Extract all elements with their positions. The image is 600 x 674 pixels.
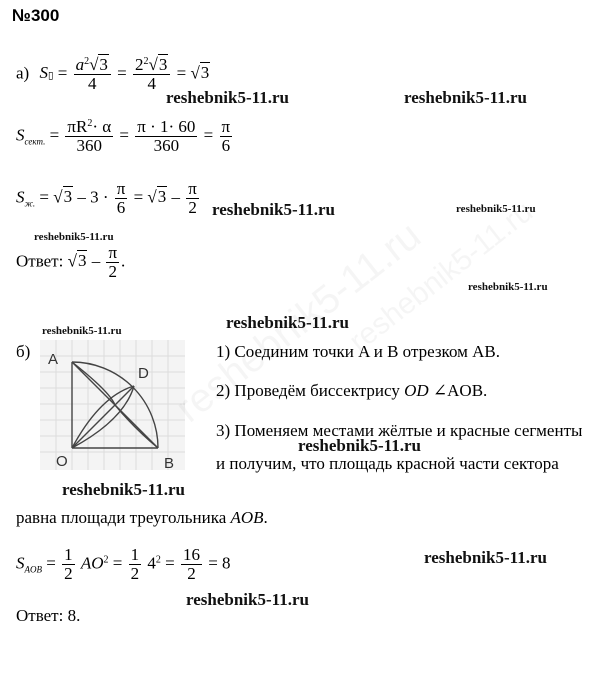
part-b-label: б) <box>16 342 31 361</box>
watermark: reshebnik5-11.ru <box>166 88 289 107</box>
watermark: reshebnik5-11.ru <box>468 281 548 293</box>
step-2: 2) Проведём биссектрису OD ∠AOB. <box>216 381 488 400</box>
watermark: reshebnik5-11.ru <box>42 325 122 337</box>
part-a-label: а) <box>16 63 30 83</box>
sector-figure <box>40 340 185 470</box>
formula-yellow-area: $S_{ж.} = √3 - 3$ · $\frac{\pi}{6}$ = √3 – $\frac{\pi}{2}$ <box>16 179 197 217</box>
step-3-line-3: равна площади треугольника AOB. <box>16 508 268 527</box>
step-3-line-2: и получим, что площадь красной части сектора <box>216 454 559 473</box>
watermark: reshebnik5-11.ru <box>62 480 185 499</box>
formula-sector-area: $S_{сект.}$ = $\frac{\pi R^2\cdot \alpha}{360}$ = $\frac{\pi \cdot 1\cdot 60}{360}$ = $\frac{\pi}{6}$ <box>16 117 231 155</box>
label-D: D <box>138 365 149 382</box>
watermark: reshebnik5-11.ru <box>226 313 349 332</box>
step-3-line-1: 3) Поменяем местами жёлтые и красные сегменты <box>216 421 583 440</box>
step-1: 1) Соединим точки A и B отрезком AB. <box>216 342 501 361</box>
problem-number: №300 <box>12 6 60 25</box>
formula-square-area: а) S▯ = $\frac{a^2√3}{4}$ = $\frac{2^2√3}{4}$ = √3 <box>16 55 210 93</box>
label-B: B <box>164 455 175 470</box>
watermark: reshebnik5-11.ru <box>424 548 547 567</box>
label-O: O <box>56 453 68 470</box>
watermark: reshebnik5-11.ru <box>212 200 335 219</box>
watermark: reshebnik5-11.ru <box>456 203 536 215</box>
formula-triangle-area: $S_{AOB}$ = $\frac{1}{2}$ $AO^2$ = $\frac{1}{2}$ $4^2$ = $\frac{16}{2}$ = 8 <box>16 545 231 583</box>
label-A: A <box>48 351 59 368</box>
watermark: reshebnik5-11.ru <box>404 88 527 107</box>
watermark: reshebnik5-11.ru <box>186 590 309 609</box>
watermark: reshebnik5-11.ru <box>298 436 421 455</box>
answer-b: Ответ: 8. <box>16 606 81 625</box>
watermark: reshebnik5-11.ru <box>34 231 114 243</box>
answer-a: Ответ: √3 – $\frac{\pi}{2}$ . <box>16 243 126 281</box>
